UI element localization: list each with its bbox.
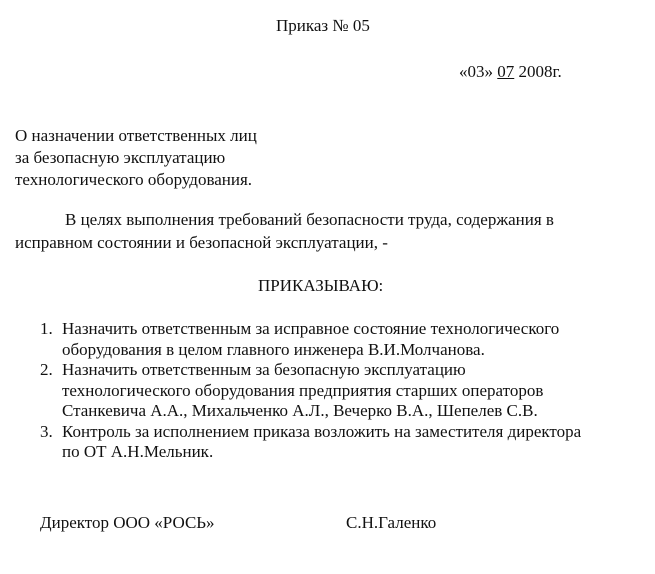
date-day: «03» (459, 62, 493, 81)
subject-line: за безопасную эксплуатацию (15, 148, 226, 167)
order-date (459, 61, 562, 82)
order-title: Приказ № 05 (276, 16, 370, 35)
item-line: Назначить ответственным за безопасную эксплуатацию (62, 360, 466, 379)
item-line: Контроль за исполнением приказа возложить на заместителя директора (62, 421, 582, 441)
date-month: 07 (497, 62, 515, 81)
signer-position: Директор ООО «РОСЬ» (40, 513, 215, 532)
signer-name: С.Н.Галенко (346, 513, 437, 532)
order-item-3 (40, 421, 581, 462)
item-line: Станкевича А.А., Михальченко А.Л., Вечерко В.А., Шепелев С.В. (62, 401, 538, 420)
preamble-line: исправном состоянии и безопасной эксплуатации, - (15, 233, 388, 252)
order-items-list (40, 318, 581, 462)
order-item-1 (40, 318, 581, 359)
item-number: 3. (40, 421, 53, 441)
order-subject (15, 125, 257, 191)
item-line: Назначить ответственным за исправное состояние технологического (62, 319, 560, 338)
order-item-2 (40, 359, 581, 421)
item-number: 1. (40, 319, 53, 338)
item-line: оборудования в целом главного инженера В.И.Молчанова. (62, 339, 485, 359)
preamble-line: В целях выполнения требований безопасности труда, содержания в (65, 210, 554, 229)
item-line: по ОТ А.Н.Мельник. (62, 442, 214, 461)
order-heading: ПРИКАЗЫВАЮ: (258, 276, 384, 295)
subject-line: технологического оборудования. (15, 170, 253, 189)
date-year: 2008г. (518, 62, 562, 81)
item-line: технологического оборудования предприятия старших операторов (62, 380, 544, 400)
subject-line: О назначении ответственных лиц (15, 126, 257, 145)
item-number: 2. (40, 360, 53, 379)
preamble (15, 209, 554, 253)
